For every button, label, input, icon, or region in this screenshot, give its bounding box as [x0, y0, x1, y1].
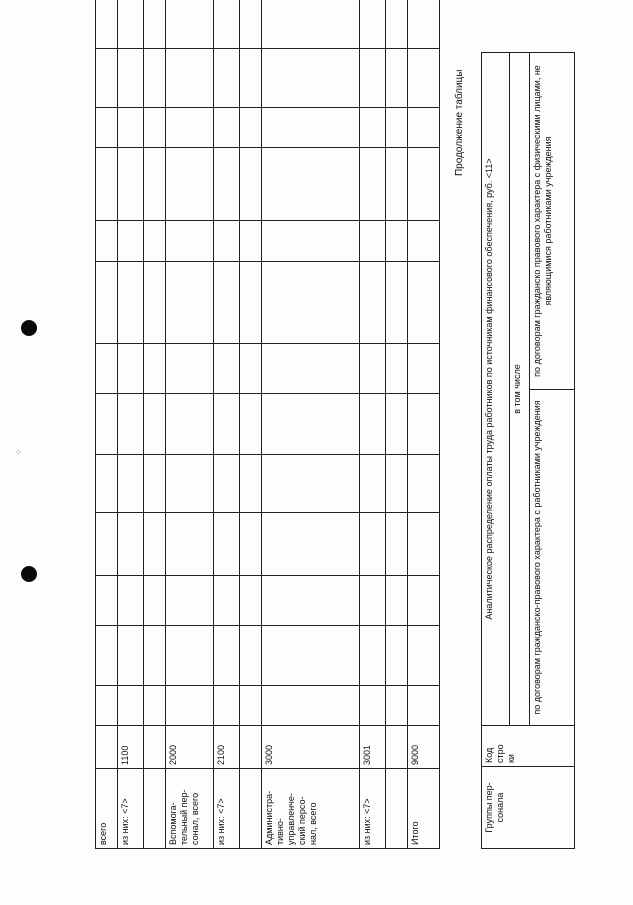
value-cell: [144, 344, 166, 394]
value-cell: [360, 576, 386, 626]
group-label: Вспомога- тельный пер- сонал, всего: [168, 789, 200, 845]
value-cell: [262, 49, 360, 108]
table-title: Аналитическое распределение оплаты труда работников по источникам финансового обеспечения, руб. <11>: [484, 158, 494, 620]
table-row: [360, 0, 386, 849]
value-cell: [408, 108, 440, 148]
value-cell: [118, 686, 144, 726]
table-row: [144, 0, 166, 849]
lower-table-header: [481, 52, 575, 849]
group-label: Администра- тивно- управленче- ский персо- нал, всего: [264, 790, 318, 845]
value-cell: [360, 394, 386, 455]
value-cell: [408, 455, 440, 513]
value-cell: [144, 394, 166, 455]
value-cell: [144, 455, 166, 513]
value-cell: [408, 344, 440, 394]
table-row: [386, 0, 408, 849]
value-cell: [96, 344, 118, 394]
value-cell: [240, 49, 262, 108]
group-cell: [360, 769, 386, 849]
value-cell: [240, 686, 262, 726]
value-cell: [144, 626, 166, 686]
value-cell: [408, 686, 440, 726]
value-cell: [262, 221, 360, 262]
value-cell: [144, 148, 166, 221]
code-cell: [96, 726, 118, 769]
group-cell: [96, 769, 118, 849]
value-cell: [240, 576, 262, 626]
value-cell: [96, 455, 118, 513]
value-cell: [118, 108, 144, 148]
code-cell: [262, 726, 360, 769]
value-cell: [408, 576, 440, 626]
value-cell: [214, 455, 240, 513]
value-cell: [360, 49, 386, 108]
value-cell: [360, 344, 386, 394]
group-cell: [262, 769, 360, 849]
group-cell: [386, 769, 408, 849]
value-cell: [262, 513, 360, 576]
table-row: [96, 0, 118, 849]
value-cell: [360, 686, 386, 726]
value-cell: [214, 344, 240, 394]
group-cell: [214, 769, 240, 849]
value-cell: [386, 626, 408, 686]
value-cell: [386, 344, 408, 394]
value-cell: [118, 49, 144, 108]
value-cell: [96, 576, 118, 626]
value-cell: [166, 686, 214, 726]
value-cell: [118, 262, 144, 344]
table-row: [262, 0, 360, 849]
value-cell: [262, 394, 360, 455]
code-cell: [166, 726, 214, 769]
table-row: [166, 0, 214, 849]
subheader-cell: [510, 53, 530, 726]
value-cell: [144, 576, 166, 626]
value-cell: [214, 576, 240, 626]
value-cell: [386, 576, 408, 626]
value-cell: [214, 148, 240, 221]
value-cell: [96, 148, 118, 221]
group-label: из них: <7>: [120, 798, 130, 845]
continuation-label: Продолжение таблицы: [454, 69, 465, 176]
value-cell: [386, 455, 408, 513]
code-cell: [360, 726, 386, 769]
group-label: всего: [98, 822, 108, 845]
group-header: Группы пер- сонала: [484, 782, 505, 833]
column-b-cell: [530, 53, 575, 390]
value-cell: [166, 148, 214, 221]
value-cell: [262, 108, 360, 148]
value-cell: [96, 262, 118, 344]
value-cell: [262, 686, 360, 726]
group-cell: [144, 769, 166, 849]
table-row: [118, 0, 144, 849]
column-a-header: по договорам гражданско-правового характера с работниками учреждения: [532, 400, 542, 715]
value-cell: [386, 221, 408, 262]
value-cell: [360, 148, 386, 221]
value-cell: [214, 686, 240, 726]
value-cell: [386, 0, 408, 49]
value-cell: [96, 394, 118, 455]
value-cell: [240, 344, 262, 394]
row-code: 3000: [264, 744, 274, 765]
table-row: [408, 0, 440, 849]
value-cell: [166, 262, 214, 344]
value-cell: [214, 626, 240, 686]
value-cell: [96, 513, 118, 576]
group-label: Итого: [410, 821, 420, 845]
value-cell: [214, 49, 240, 108]
value-cell: [166, 49, 214, 108]
row-code: 1100: [120, 745, 130, 765]
value-cell: [240, 626, 262, 686]
value-cell: [240, 148, 262, 221]
value-cell: [360, 108, 386, 148]
value-cell: [240, 513, 262, 576]
value-cell: [118, 513, 144, 576]
value-cell: [166, 576, 214, 626]
value-cell: [214, 108, 240, 148]
value-cell: [240, 0, 262, 49]
value-cell: [262, 576, 360, 626]
value-cell: [214, 262, 240, 344]
value-cell: [360, 221, 386, 262]
value-cell: [96, 686, 118, 726]
code-cell: [408, 726, 440, 769]
value-cell: [118, 455, 144, 513]
value-cell: [166, 0, 214, 49]
table-row: [240, 0, 262, 849]
value-cell: [166, 108, 214, 148]
value-cell: [408, 49, 440, 108]
value-cell: [118, 344, 144, 394]
group-cell: [166, 769, 214, 849]
group-label: из них: <7>: [216, 798, 226, 845]
code-header: Код стро ки: [484, 744, 516, 763]
value-cell: [408, 626, 440, 686]
value-cell: [240, 262, 262, 344]
value-cell: [408, 262, 440, 344]
code-cell: [214, 726, 240, 769]
value-cell: [386, 513, 408, 576]
group-header-cell: [482, 767, 575, 849]
group-cell: [240, 769, 262, 849]
code-cell: [118, 726, 144, 769]
value-cell: [214, 221, 240, 262]
column-a-cell: [530, 390, 575, 726]
value-cell: [96, 221, 118, 262]
group-label: из них: <7>: [362, 798, 372, 845]
code-cell: [240, 726, 262, 769]
group-cell: [118, 769, 144, 849]
value-cell: [262, 344, 360, 394]
value-cell: [386, 262, 408, 344]
value-cell: [214, 394, 240, 455]
row-code: 2100: [216, 744, 226, 765]
value-cell: [144, 108, 166, 148]
value-cell: [214, 0, 240, 49]
value-cell: [96, 108, 118, 148]
code-header-cell: [482, 726, 575, 767]
value-cell: [360, 455, 386, 513]
value-cell: [144, 0, 166, 49]
row-code: 3001: [362, 744, 372, 765]
code-cell: [386, 726, 408, 769]
value-cell: [360, 0, 386, 49]
value-cell: [118, 0, 144, 49]
value-cell: [118, 394, 144, 455]
value-cell: [360, 513, 386, 576]
value-cell: [262, 455, 360, 513]
value-cell: [118, 576, 144, 626]
group-cell: [408, 769, 440, 849]
value-cell: [96, 49, 118, 108]
value-cell: [214, 513, 240, 576]
row-code: 9000: [410, 744, 420, 765]
value-cell: [144, 49, 166, 108]
column-b-header: по договорам гражданско правового характера с физическими лицами, не являющимися работниками учреждения: [532, 65, 553, 377]
value-cell: [144, 686, 166, 726]
scan-speck: ⁘: [15, 448, 22, 457]
code-cell: [144, 726, 166, 769]
value-cell: [262, 262, 360, 344]
value-cell: [166, 513, 214, 576]
value-cell: [262, 0, 360, 49]
value-cell: [240, 221, 262, 262]
value-cell: [166, 626, 214, 686]
value-cell: [386, 686, 408, 726]
value-cell: [144, 262, 166, 344]
row-code: 2000: [168, 744, 178, 765]
value-cell: [408, 148, 440, 221]
value-cell: [166, 455, 214, 513]
value-cell: [118, 221, 144, 262]
value-cell: [166, 394, 214, 455]
value-cell: [408, 394, 440, 455]
subheader: в том числе: [512, 364, 522, 414]
value-cell: [408, 221, 440, 262]
value-cell: [96, 626, 118, 686]
value-cell: [386, 108, 408, 148]
value-cell: [240, 394, 262, 455]
value-cell: [386, 148, 408, 221]
value-cell: [166, 221, 214, 262]
value-cell: [262, 626, 360, 686]
title-cell: [482, 53, 510, 726]
value-cell: [408, 513, 440, 576]
value-cell: [386, 49, 408, 108]
table-row: [214, 0, 240, 849]
value-cell: [262, 148, 360, 221]
value-cell: [240, 108, 262, 148]
upper-table: [95, 0, 440, 849]
value-cell: [360, 626, 386, 686]
value-cell: [96, 0, 118, 49]
value-cell: [118, 626, 144, 686]
value-cell: [166, 344, 214, 394]
value-cell: [386, 394, 408, 455]
value-cell: [144, 513, 166, 576]
value-cell: [240, 455, 262, 513]
value-cell: [360, 262, 386, 344]
value-cell: [408, 0, 440, 49]
value-cell: [144, 221, 166, 262]
value-cell: [118, 148, 144, 221]
